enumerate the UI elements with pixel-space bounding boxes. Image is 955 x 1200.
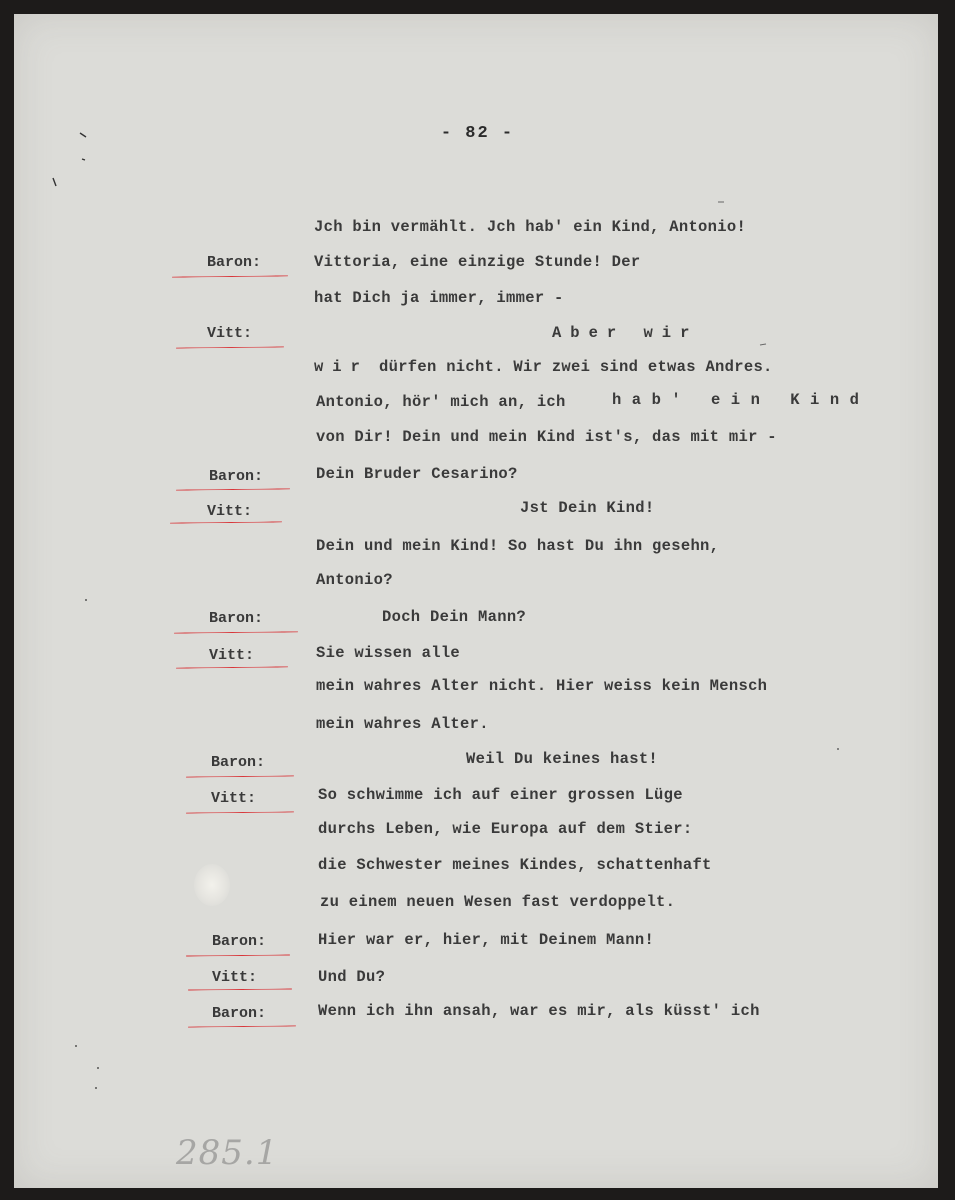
text-line: Jst Dein Kind!	[520, 499, 655, 517]
speaker-label: Baron:	[212, 1005, 267, 1022]
text-line: dürfen nicht. Wir zwei sind etwas Andres.	[379, 358, 773, 376]
speaker-label: Vitt:	[212, 969, 258, 986]
text-line: Aber wir	[552, 324, 699, 342]
speaker-label: Vitt:	[209, 647, 255, 664]
page-number: - 82 -	[440, 124, 515, 143]
text-line: Antonio, hör' mich an, ich	[316, 393, 566, 411]
text-line: Dein und mein Kind! So hast Du ihn gesehn,	[316, 537, 720, 555]
speaker-label: Baron:	[211, 754, 266, 771]
text-line: Jch bin vermählt. Jch hab' ein Kind, Antonio!	[314, 218, 747, 236]
archive-number: 285.1	[176, 1133, 279, 1173]
text-line: Vittoria, eine einzige Stunde! Der	[314, 253, 641, 271]
text-line: von Dir! Dein und mein Kind ist's, das mit mir -	[316, 428, 777, 446]
text-line: hat Dich ja immer, immer -	[314, 289, 564, 307]
text-line: zu einem neuen Wesen fast verdoppelt.	[320, 893, 676, 911]
speaker-label: Baron:	[212, 933, 267, 950]
text-line: wir	[314, 358, 369, 376]
speaker-label: Baron:	[207, 254, 262, 271]
text-line: Wenn ich ihn ansah, war es mir, als küsst' ich	[318, 1002, 760, 1020]
text-line: Sie wissen alle	[316, 644, 461, 662]
speaker-label: Vitt:	[207, 325, 253, 342]
speaker-label: Baron:	[209, 468, 264, 485]
text-line: durchs Leben, wie Europa auf dem Stier:	[318, 820, 693, 838]
text-line: mein wahres Alter.	[316, 715, 489, 733]
speaker-label: Vitt:	[207, 503, 253, 520]
text-line: Und Du?	[318, 968, 386, 986]
speaker-label: Vitt:	[211, 790, 257, 807]
text-line: So schwimme ich auf einer grossen Lüge	[318, 786, 683, 804]
speaker-label: Baron:	[209, 610, 264, 627]
text-line: mein wahres Alter nicht. Hier weiss kein Mensch	[316, 677, 768, 695]
text-line: hab' ein Kind	[612, 391, 870, 409]
text-line: Doch Dein Mann?	[382, 608, 527, 626]
text-line: Hier war er, hier, mit Deinem Mann!	[318, 931, 655, 949]
text-line: Antonio?	[316, 571, 393, 589]
text-line: die Schwester meines Kindes, schattenhaft	[318, 856, 712, 874]
text-line: Dein Bruder Cesarino?	[316, 465, 518, 483]
text-line: Weil Du keines hast!	[466, 750, 659, 768]
